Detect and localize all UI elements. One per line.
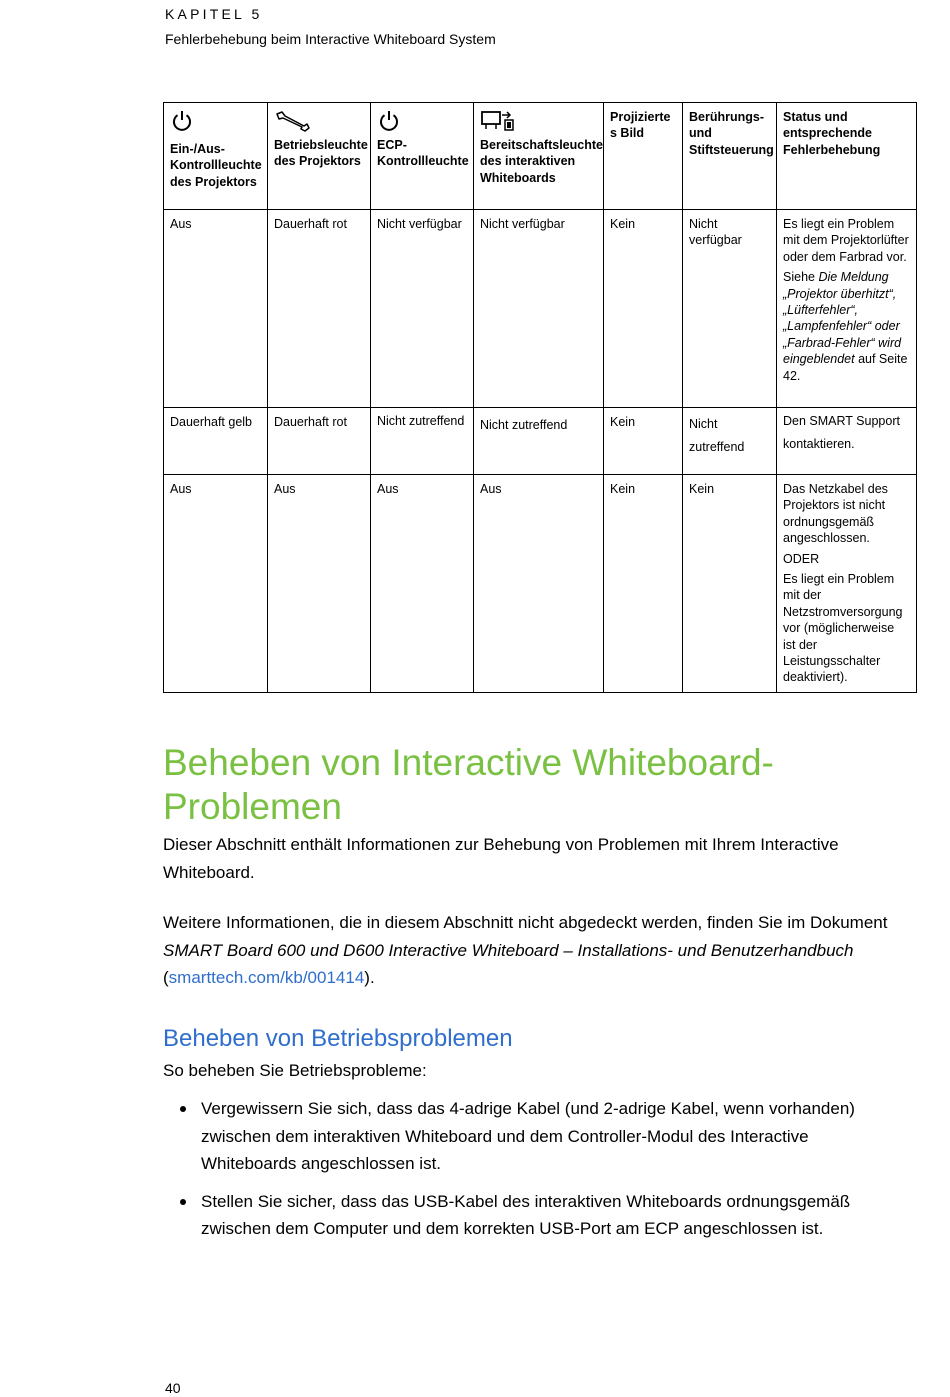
paragraph-text: ). — [364, 968, 375, 987]
whiteboard-standby-icon — [480, 109, 597, 133]
list-item-text: Stellen Sie sicher, dass das USB-Kabel des interaktiven Whiteboards ordnungsgemäß zwischen dem Computer und dem korrekten USB-Port am ECP angeschlossen ist. — [201, 1191, 851, 1238]
table-cell: Nicht verfügbar — [683, 210, 777, 408]
table-cell: Aus — [474, 475, 604, 693]
status-cell — [777, 210, 917, 408]
header-cell-projector-power — [164, 103, 268, 210]
bullet-list — [163, 1095, 883, 1253]
table-header-row — [164, 103, 917, 210]
header-cell-projected-image — [604, 103, 683, 210]
list-item — [163, 1188, 883, 1243]
power-icon — [377, 109, 467, 133]
list-item-text: Vergewissern Sie sich, dass das 4-adrige Kabel (und 2-adrige Kabel, wenn vorhanden) zwischen dem interaktiven Whiteboard und dem Controller-Modul des Interactive Whiteboards angeschlossen ist. — [201, 1099, 855, 1173]
bullet-icon — [180, 1199, 186, 1205]
table-cell: Aus — [164, 475, 268, 693]
troubleshooting-table — [163, 102, 917, 693]
table-cell: Nicht zutreffend — [474, 408, 604, 475]
table-cell: Kein — [604, 408, 683, 475]
document-title: SMART Board 600 und D600 Interactive Whiteboard – Installations- und Benutzerhandbuch — [163, 940, 854, 960]
status-text: Das Netzkabel des Projektors ist nicht ordnungsgemäß angeschlossen. — [783, 482, 888, 546]
table-cell: Kein — [604, 210, 683, 408]
header-label: Berührungs- und Stiftsteuerung — [689, 110, 774, 157]
status-or: ODER — [783, 551, 820, 566]
paragraph-text: ( — [163, 968, 169, 987]
status-text: Es liegt ein Problem mit dem Projektorlüfter oder dem Farbrad vor. — [783, 217, 909, 264]
table-cell: Dauerhaft rot — [268, 408, 371, 475]
status-cell — [777, 475, 917, 693]
table-cell: Kein — [604, 475, 683, 693]
header-cell-ecp-light — [371, 103, 474, 210]
table-cell: Nicht verfügbar — [371, 210, 474, 408]
header-cell-projector-status — [268, 103, 371, 210]
header-cell-touch-control — [683, 103, 777, 210]
section-title: Beheben von Interactive Whiteboard-Problemen — [163, 742, 774, 827]
table-cell: Dauerhaft gelb — [164, 408, 268, 475]
table-cell: Aus — [268, 475, 371, 693]
subsection-intro: So beheben Sie Betriebsprobleme: — [163, 1061, 427, 1080]
table-cell: Aus — [371, 475, 474, 693]
status-reference — [783, 269, 910, 384]
header-cell-status — [777, 103, 917, 210]
status-text: Es liegt ein Problem mit der Netzstromversorgung vor (möglicherweise ist der Leistungsschalter deaktiviert). — [783, 572, 903, 685]
status-cell: Den SMART Support kontaktieren. — [777, 408, 917, 475]
table-cell: Aus — [164, 210, 268, 408]
table-row — [164, 475, 917, 693]
table-cell: Nicht zutreffend — [371, 408, 474, 475]
table-cell: Kein — [683, 475, 777, 693]
header-label: Status und entsprechende Fehlerbehebung — [783, 110, 881, 157]
header-label: Betriebsleuchte des Projektors — [274, 138, 368, 169]
power-icon — [170, 109, 261, 133]
chapter-subtitle: Fehlerbehebung beim Interactive Whiteboard System — [165, 31, 496, 47]
kb-link[interactable]: smarttech.com/kb/001414 — [168, 968, 365, 987]
table-row — [164, 210, 917, 408]
wrench-icon — [274, 109, 364, 133]
chapter-label: KAPITEL 5 — [165, 6, 263, 22]
header-label: Ein-/Aus-Kontrollleuchte des Projektors — [170, 142, 262, 189]
header-label: ECP-Kontrollleuchte — [377, 138, 469, 169]
list-item — [163, 1095, 883, 1178]
table-cell: Nicht verfügbar — [474, 210, 604, 408]
paragraph-text: Weitere Informationen, die in diesem Abschnitt nicht abgedeckt werden, finden Sie im Dokument — [163, 913, 888, 932]
page-number: 40 — [165, 1380, 181, 1396]
reference-title: Die Meldung „Projektor überhitzt“, „Lüfterfehler“, „Lampfenfehler“ oder „Farbrad-Fehler“ wird eingeblendet — [783, 270, 902, 367]
subsection-title: Beheben von Betriebsproblemen — [163, 1025, 513, 1052]
reference-suffix: auf Seite 42. — [783, 352, 908, 383]
header-label: Projizierte s Bild — [610, 110, 671, 141]
reference-paragraph — [163, 909, 923, 992]
header-cell-standby-light — [474, 103, 604, 210]
table-row — [164, 408, 917, 475]
bullet-icon — [180, 1106, 186, 1112]
header-label: Bereitschaftsleuchte des interaktiven Whiteboards — [480, 138, 603, 185]
section-intro-paragraph: Dieser Abschnitt enthält Informationen zur Behebung von Problemen mit Ihrem Interactive Whiteboard. — [163, 835, 839, 882]
reference-prefix: Siehe — [783, 270, 819, 285]
table-cell: Dauerhaft rot — [268, 210, 371, 408]
table-cell: Nicht zutreffend — [683, 408, 777, 475]
